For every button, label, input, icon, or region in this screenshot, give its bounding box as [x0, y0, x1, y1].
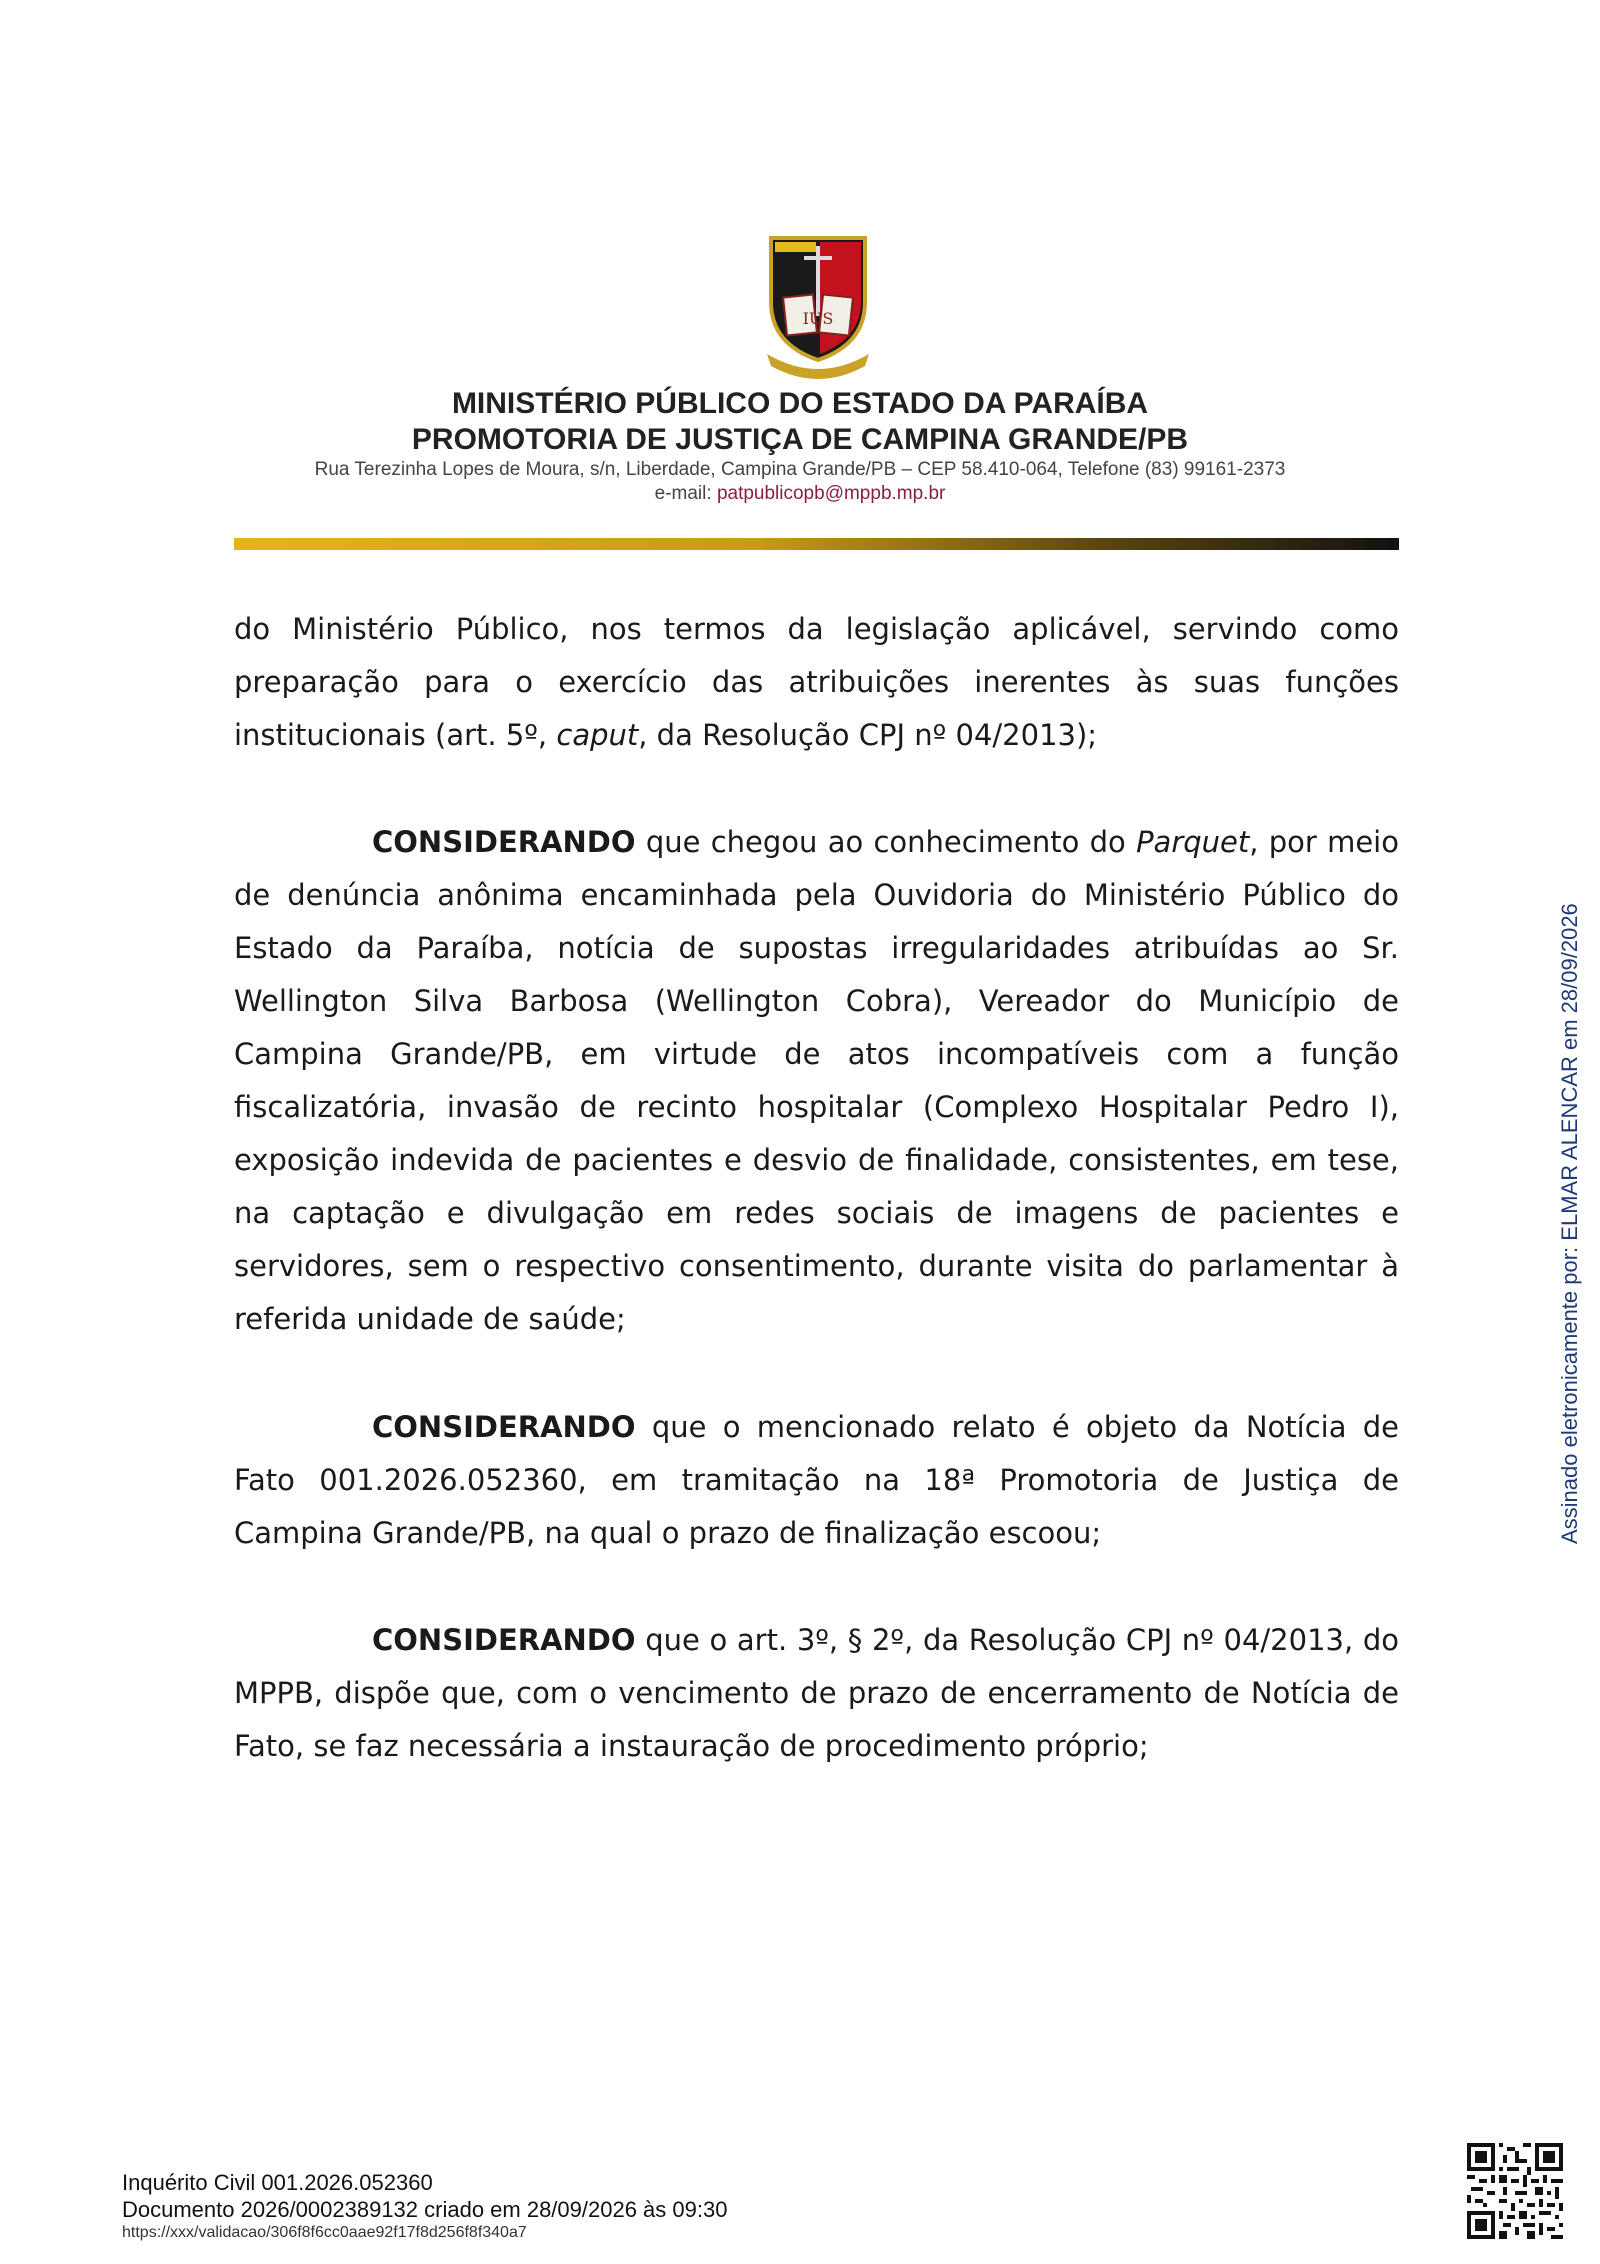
email-label: e-mail: [654, 483, 717, 504]
header-institution [0, 386, 1600, 506]
paragraph-4: CONSIDERANDO que o art. 3º, § 2º, da Resolução CPJ nº 04/2013, do MPPB, dispõe que, com o vencimento de prazo de encerramento de Notícia de Fato, se faz necessária a instauração de procedimento próprio; [234, 1623, 1399, 1763]
email-link[interactable]: patpublicopb@mppb.mp.br [716, 483, 946, 504]
electronic-signature-note: Assinado eletronicamente por: ELMAR ALENCAR em 28/09/2026 [1557, 903, 1582, 1544]
logo-text: IUS [802, 309, 834, 328]
keyword-considerando: CONSIDERANDO [372, 1623, 636, 1657]
header-ministry: MINISTÉRIO PÚBLICO DO ESTADO DA PARAÍBA [451, 387, 1149, 420]
document-body [234, 603, 1399, 762]
paragraph-3-wrap [234, 1401, 1399, 1560]
paragraph-2-wrap [234, 816, 1399, 1346]
footer-validation-url[interactable]: https://xxx/validacao/306f8f6cc0aae92f17f8d256f8f340a7 [122, 2224, 527, 2241]
mppb-logo [763, 232, 873, 382]
paragraph-2: CONSIDERANDO que chegou ao conhecimento do Parquet, por meio de denúncia anônima encaminhada pela Ouvidoria do Ministério Público do Estado da Paraíba, notícia de supostas irregularidades atribuídas ao Sr. Wellington Silva Barbosa (Wellington Cobra), Vereador do Município de Campina Grande/PB, em virtude de atos incompatíveis com a função fiscalizatória, invasão de recinto hospitalar (Complexo Hospitalar Pedro I), exposição indevida de pacientes e desvio de finalidade, consistentes, em tese, na captação e divulgação em redes sociais de imagens de pacientes e servidores, sem o respectivo consentimento, durante visita do parlamentar à referida unidade de saúde; [234, 825, 1399, 1336]
header-email-line [0, 482, 1600, 506]
qr-code-icon [1467, 2143, 1563, 2239]
paragraph-1: do Ministério Público, nos termos da legislação aplicável, servindo como preparação para o exercício das atribuições inerentes às suas funções institucionais (art. 5º, caput, da Resolução CPJ nº 04/2013); [234, 612, 1399, 752]
paragraph-4-wrap [234, 1614, 1399, 1773]
header-address: Rua Terezinha Lopes de Moura, s/n, Liberdade, Campina Grande/PB – CEP 58.410-064, Telefone (83) 99161-2373 [314, 459, 1286, 480]
paragraph-3: CONSIDERANDO que o mencionado relato é objeto da Notícia de Fato 001.2026.052360, em tramitação na 18ª Promotoria de Justiça de Campina Grande/PB, na qual o prazo de finalização escoou; [234, 1410, 1399, 1550]
keyword-considerando: CONSIDERANDO [372, 1410, 636, 1444]
keyword-considerando: CONSIDERANDO [372, 825, 636, 859]
footer-inquerito: Inquérito Civil 001.2026.052360 [122, 2170, 433, 2195]
header-divider [234, 538, 1399, 550]
footer-documento: Documento 2026/0002389132 criado em 28/09/2026 às 09:30 [122, 2197, 728, 2222]
header-promotoria: PROMOTORIA DE JUSTIÇA DE CAMPINA GRANDE/PB [411, 423, 1189, 456]
document-footer [122, 2169, 727, 2243]
